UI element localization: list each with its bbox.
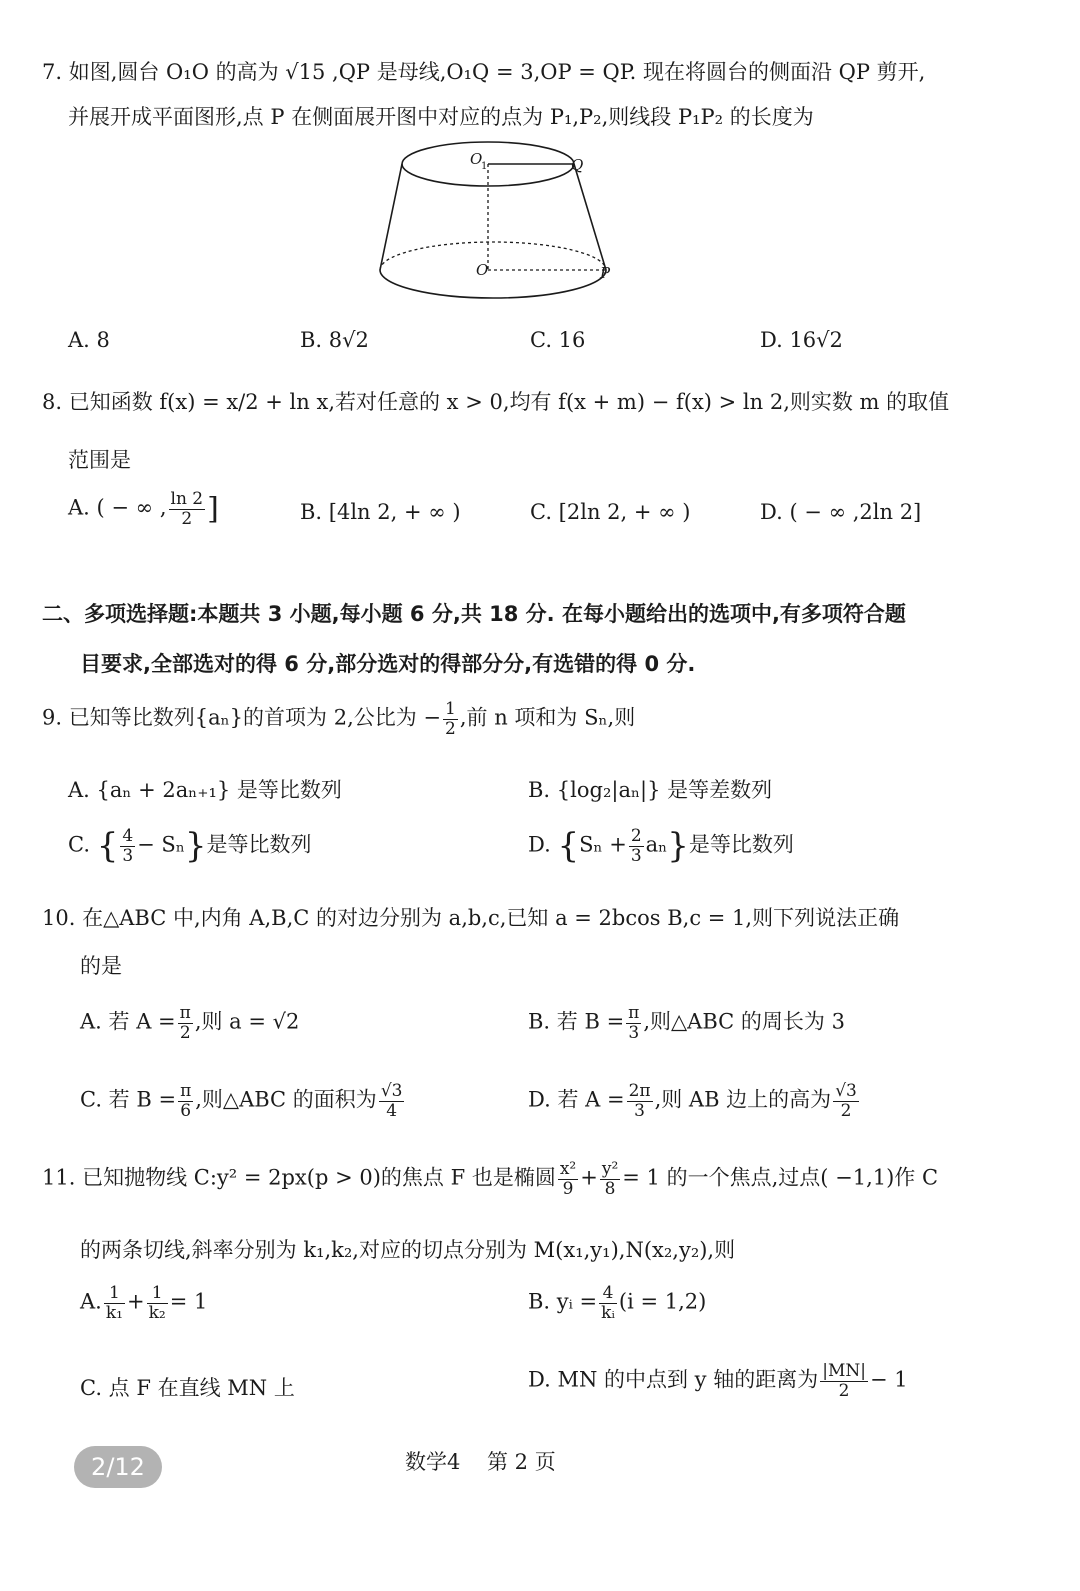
- q8-line1: 8. 已知函数 f(x) = x/2 + ln x,若对任意的 x > 0,均有 f(x + m) − f(x) > ln 2,则实数 m 的取值: [42, 390, 950, 414]
- q7-line1: 7. 如图,圆台 O₁O 的高为 √15 ,QP 是母线,O₁Q = 3,OP = QP. 现在将圆台的侧面沿 QP 剪开,: [42, 60, 926, 84]
- q11-option-b: B. yᵢ = $\frac{4}{\text{kᵢ}}$ (i = 1,2): [528, 1283, 707, 1323]
- q8-option-a: A. ( − ∞ , $\frac{\ln 2}{2}$ ]: [68, 489, 219, 529]
- q8-option-b: B. [4ln 2, + ∞ ): [300, 500, 461, 524]
- q10-line2: 的是: [80, 954, 122, 978]
- q7-option-b: B. 8√2: [300, 328, 369, 352]
- q10-option-d: D. 若 A = $\frac{2\pi}{3}$ ,则 AB 边上的高为 $\frac{√3}{2}$: [528, 1081, 857, 1121]
- q11-line1: 11. 已知抛物线 C:y² = 2px(p > 0)的焦点 F 也是椭圆 $\frac{\text{x²}}{9}$ + $\frac{\text{y²}}{8}$ = 1 的一个焦点,过点( −1,1)作 C: [42, 1159, 939, 1199]
- generatrix-QP: [574, 164, 606, 270]
- q8-line2: 范围是: [68, 448, 131, 472]
- frustum-figure: [370, 138, 630, 308]
- q9-option-d: D. {Sₙ + $\frac{2}{3}$ aₙ}是等比数列: [528, 825, 794, 866]
- label-O: O: [476, 261, 489, 279]
- label-P: P: [600, 264, 611, 282]
- q11-option-a: A. $\frac{1}{\text{k₁}}$ + $\frac{1}{\text{k₂}}$ = 1: [80, 1283, 208, 1323]
- frustum-bottom-front-arc: [380, 270, 606, 298]
- section2-line2: 目要求,全部选对的得 6 分,部分选对的得部分分,有选错的得 0 分.: [80, 652, 696, 676]
- q11-line2: 的两条切线,斜率分别为 k₁,k₂,对应的切点分别为 M(x₁,y₁),N(x₂,y₂),则: [80, 1238, 736, 1262]
- q11-option-d: D. MN 的中点到 y 轴的距离为 $\frac{|MN|}{2}$ − 1: [528, 1361, 908, 1401]
- q10-line1: 10. 在△ABC 中,内角 A,B,C 的对边分别为 a,b,c,已知 a = 2bcos B,c = 1,则下列说法正确: [42, 906, 900, 930]
- q10-option-c: C. 若 B = $\frac{\pi}{6}$ ,则△ABC 的面积为 $\frac{√3}{4}$: [80, 1081, 403, 1121]
- q7-line2: 并展开成平面图形,点 P 在侧面展开图中对应的点为 P₁,P₂,则线段 P₁P₂ 的长度为: [68, 105, 814, 129]
- page-indicator-badge[interactable]: 2/12: [74, 1446, 162, 1488]
- section2-line1: 二、多项选择题:本题共 3 小题,每小题 6 分,共 18 分. 在每小题给出的选项中,有多项符合题: [42, 602, 906, 626]
- frustum-bottom-back-arc: [380, 242, 606, 270]
- q8-option-c: C. [2ln 2, + ∞ ): [530, 500, 691, 524]
- footer-page: 第 2 页: [487, 1450, 556, 1474]
- label-O1: O: [470, 150, 483, 168]
- label-Q: Q: [571, 156, 584, 174]
- q9-stem: 9. 已知等比数列{aₙ}的首项为 2,公比为 − $\frac{1}{2}$ ,前 n 项和为 Sₙ,则: [42, 699, 636, 739]
- q7-option-d: D. 16√2: [760, 328, 843, 352]
- q9-option-a: A. {aₙ + 2aₙ₊₁} 是等比数列: [68, 778, 342, 802]
- q7-option-c: C. 16: [530, 328, 586, 352]
- q11-option-c: C. 点 F 在直线 MN 上: [80, 1376, 295, 1400]
- q8-option-d: D. ( − ∞ ,2ln 2]: [760, 500, 922, 524]
- q7-option-a: A. 8: [68, 328, 110, 352]
- q9-option-b: B. {log₂|aₙ|} 是等差数列: [528, 778, 773, 802]
- label-O1-sub: 1: [481, 161, 488, 172]
- q10-option-b: B. 若 B = $\frac{\pi}{3}$ ,则△ABC 的周长为 3: [528, 1003, 845, 1043]
- footer-subject: 数学4: [405, 1450, 461, 1474]
- q10-option-a: A. 若 A = $\frac{\pi}{2}$ ,则 a = √2: [80, 1003, 300, 1043]
- q9-option-c: C. { $\frac{4}{3}$ − Sₙ}是等比数列: [68, 825, 312, 866]
